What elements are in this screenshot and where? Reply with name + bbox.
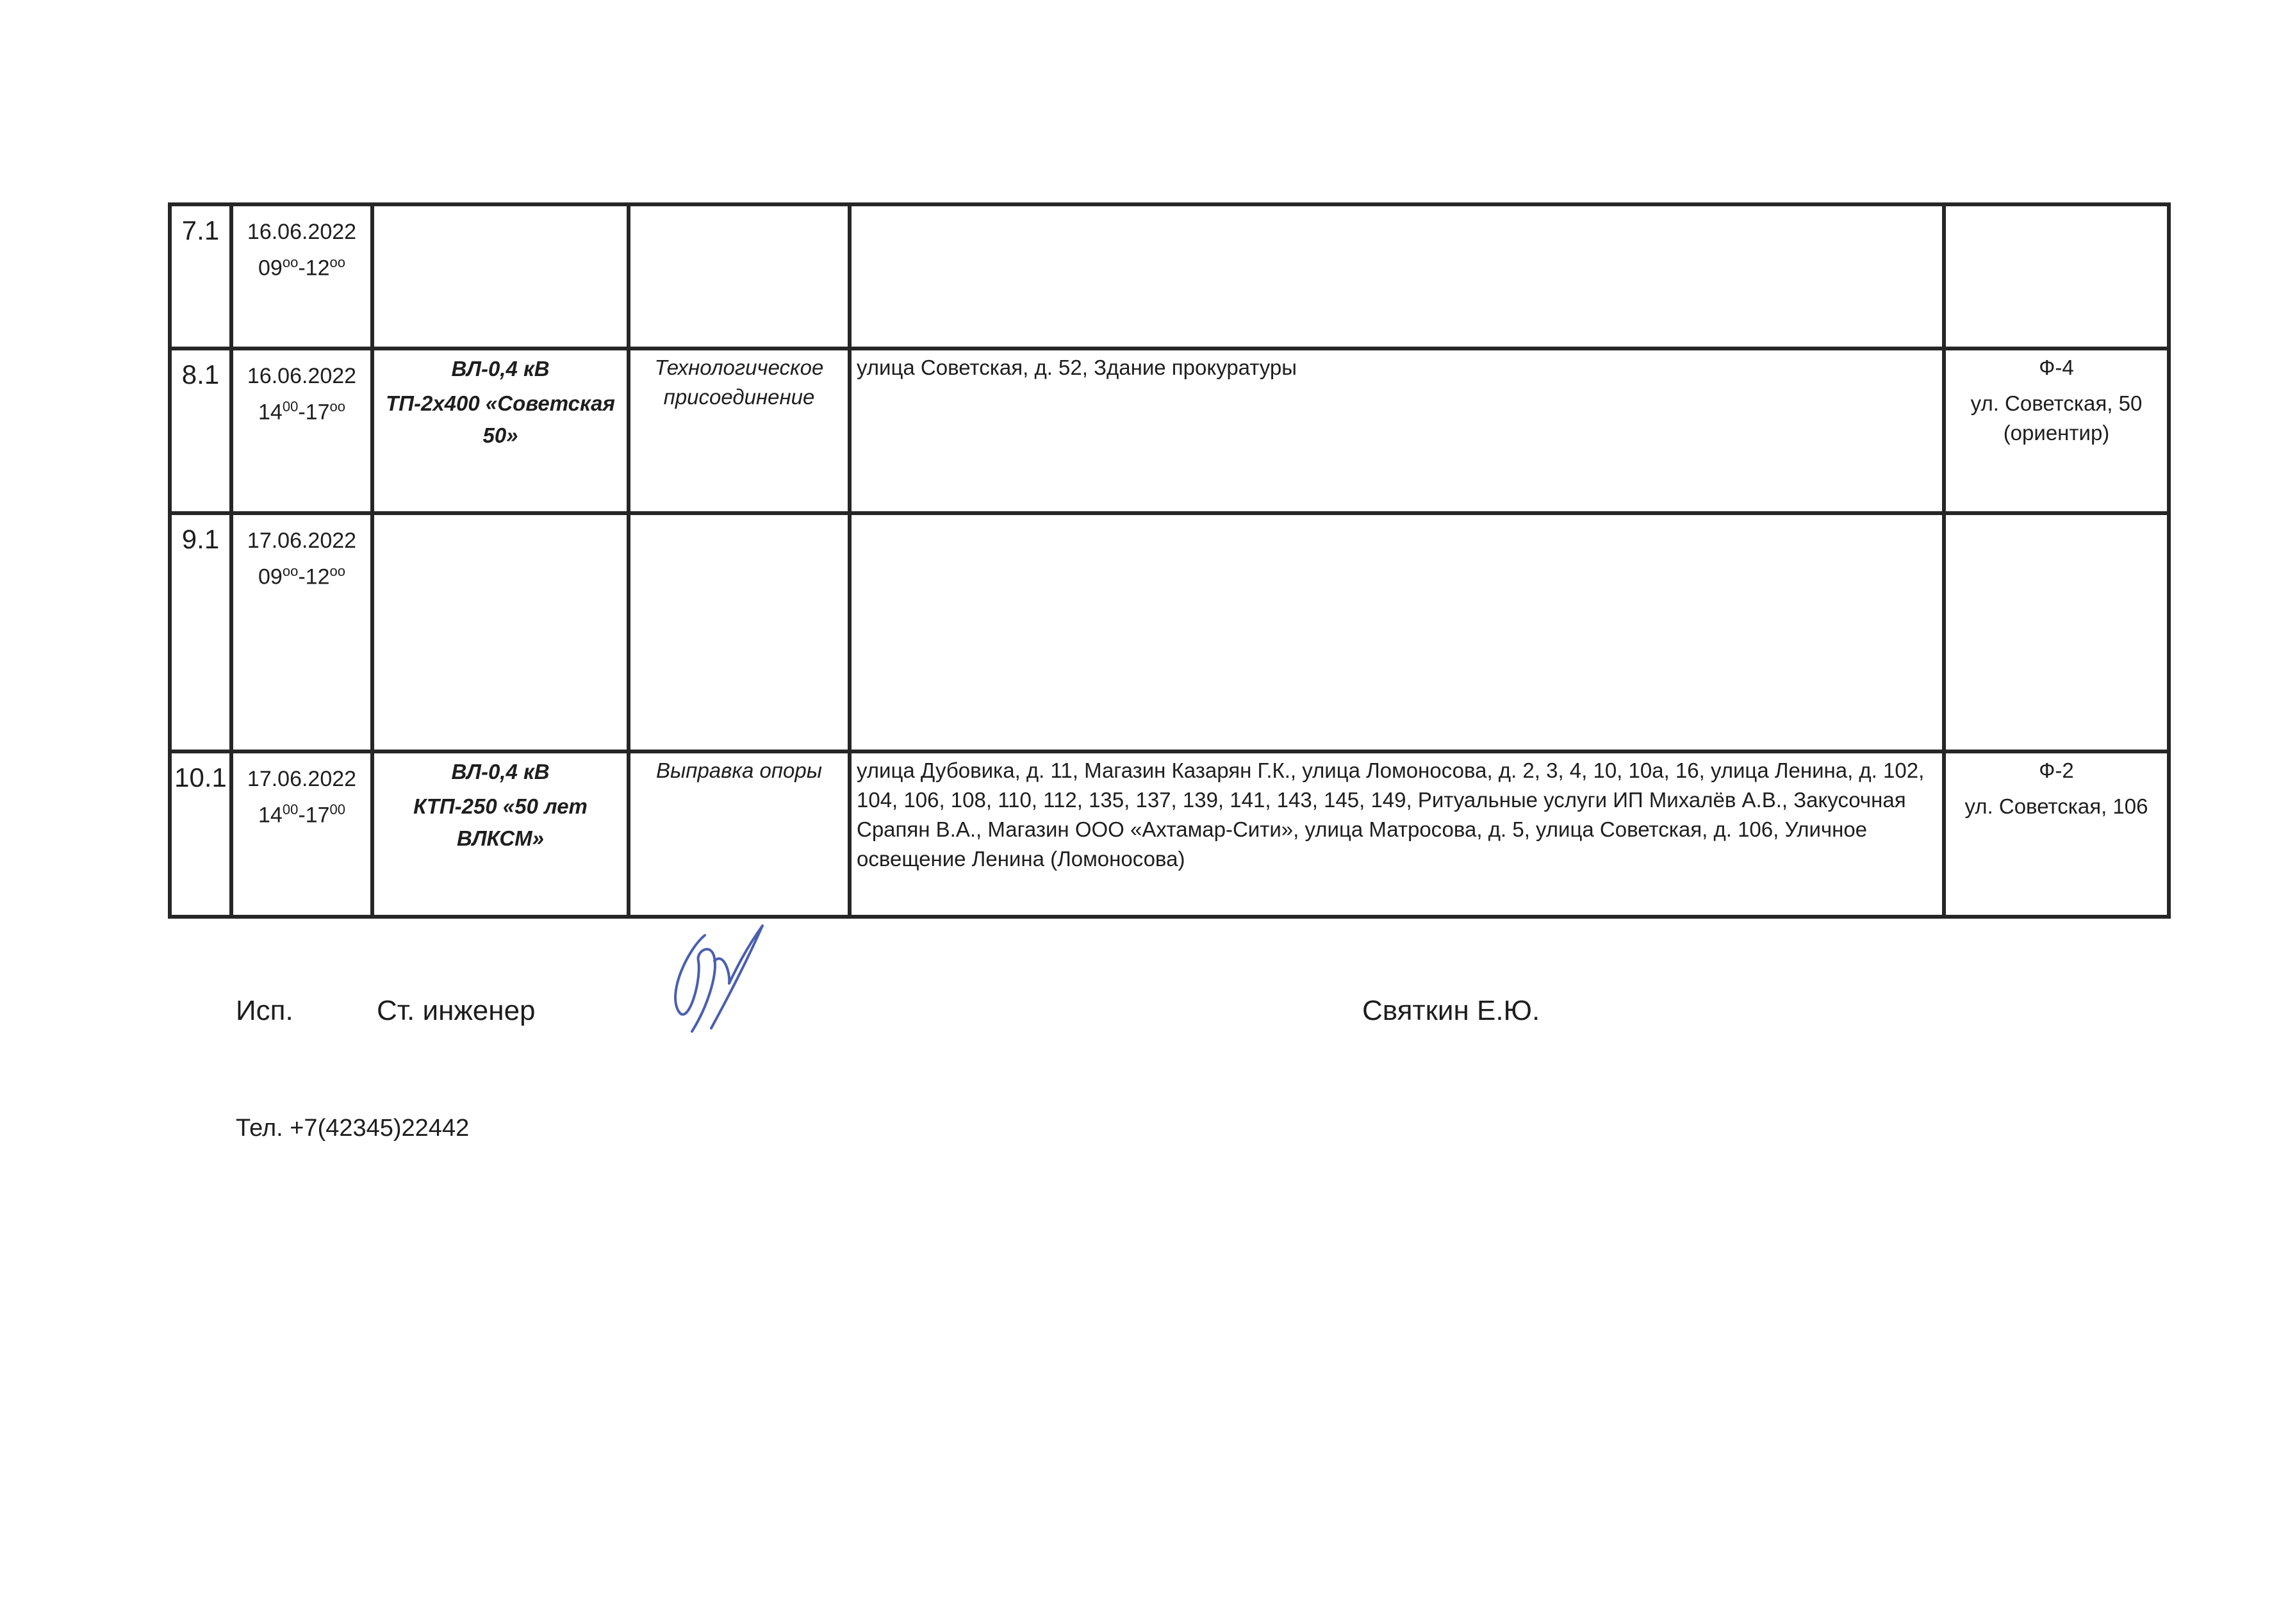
outage-date: 16.06.2022 bbox=[247, 220, 357, 244]
time-start-min: 00 bbox=[282, 801, 299, 817]
outage-date: 17.06.2022 bbox=[247, 767, 357, 791]
time-start-min: оо bbox=[282, 563, 299, 579]
substation-name: КТП-250 «50 лет ВЛКСМ» bbox=[413, 794, 588, 850]
executor-position: Ст. инженер bbox=[377, 995, 536, 1026]
time-end-hour: 12 bbox=[305, 256, 330, 281]
outage-date: 17.06.2022 bbox=[247, 529, 357, 553]
affected-addresses: улица Советская, д. 52, Здание прокуратуры bbox=[850, 349, 1944, 513]
substation-name: ТП-2х400 «Советская 50» bbox=[386, 391, 615, 447]
feeder-info bbox=[1944, 513, 2169, 751]
power-object bbox=[372, 349, 629, 513]
feeder-name: Ф-2 bbox=[2039, 759, 2074, 782]
affected-addresses: улица Дубовика, д. 11, Магазин Казарян Г.К., улица Ломоносова, д. 2, 3, 4, 10, 10а, 16, улица Ленина, д. 102, 104, 106, 108, 110, 112, 135, 137, 139, 141, 143, 145, 149, Ритуальные услуги ИП Михалёв А.В., Закусочная Срапян В.А., Магазин ООО «Ахтамар-Сити», улица Матросова, д. 5, улица Советская, д. 106, Уличное освещение Ленина (Ломоносова) bbox=[850, 751, 1944, 917]
row-number: 10.1 bbox=[170, 751, 231, 917]
phone-number: Тел. +7(42345)22442 bbox=[236, 1115, 470, 1142]
time-start-hour: 09 bbox=[258, 564, 283, 589]
time-end-min: 00 bbox=[329, 801, 345, 817]
affected-addresses bbox=[850, 204, 1944, 349]
time-end-min: оо bbox=[329, 563, 345, 579]
table-row bbox=[170, 751, 2169, 917]
time-start-hour: 09 bbox=[258, 256, 283, 281]
outage-date-time: 16.06.2022 $09^{оо}-12^{оо}$ bbox=[231, 204, 372, 349]
outage-schedule-table bbox=[168, 202, 2171, 919]
table-row bbox=[170, 349, 2169, 513]
outage-reason: Технологическое присоединение bbox=[629, 349, 850, 513]
outage-reason bbox=[629, 513, 850, 751]
outage-date: 16.06.2022 bbox=[247, 364, 357, 388]
time-start-hour: 14 bbox=[258, 400, 283, 425]
time-start-min: оо bbox=[282, 254, 299, 270]
outage-reason bbox=[629, 204, 850, 349]
outage-reason: Выправка опоры bbox=[629, 751, 850, 917]
line-voltage: ВЛ-0,4 кВ bbox=[451, 760, 550, 783]
feeder-location: ул. Советская, 50 (ориентир) bbox=[1970, 391, 2143, 445]
time-end-hour: 12 bbox=[305, 564, 330, 589]
time-end-hour: 17 bbox=[305, 803, 330, 828]
power-object bbox=[372, 513, 629, 751]
feeder-info bbox=[1944, 751, 2169, 917]
power-object bbox=[372, 751, 629, 917]
time-end-min: оо bbox=[329, 254, 345, 270]
executor-name: Святкин Е.Ю. bbox=[1362, 995, 1540, 1026]
line-voltage: ВЛ-0,4 кВ bbox=[451, 357, 550, 381]
feeder-location: ул. Советская, 106 bbox=[1964, 794, 2148, 818]
time-end-min: оо bbox=[329, 398, 345, 414]
row-number: 7.1 bbox=[170, 204, 231, 349]
outage-date-time: 16.06.2022 $14^{00}-17^{оо}$ bbox=[231, 349, 372, 513]
time-start-min: 00 bbox=[282, 398, 299, 414]
feeder-name: Ф-4 bbox=[2039, 356, 2074, 379]
outage-date-time: 17.06.2022 $09^{оо}-12^{оо}$ bbox=[231, 513, 372, 751]
row-number: 9.1 bbox=[170, 513, 231, 751]
time-end-hour: 17 bbox=[305, 400, 330, 425]
feeder-info bbox=[1944, 349, 2169, 513]
time-start-hour: 14 bbox=[258, 803, 283, 828]
table-row bbox=[170, 513, 2169, 751]
row-number: 8.1 bbox=[170, 349, 231, 513]
affected-addresses bbox=[850, 513, 1944, 751]
executor-label: Исп. bbox=[236, 995, 293, 1026]
feeder-info bbox=[1944, 204, 2169, 349]
power-object bbox=[372, 204, 629, 349]
handwritten-signature bbox=[654, 923, 782, 1038]
table-row bbox=[170, 204, 2169, 349]
outage-date-time: 17.06.2022 $14^{00}-17^{00}$ bbox=[231, 751, 372, 917]
